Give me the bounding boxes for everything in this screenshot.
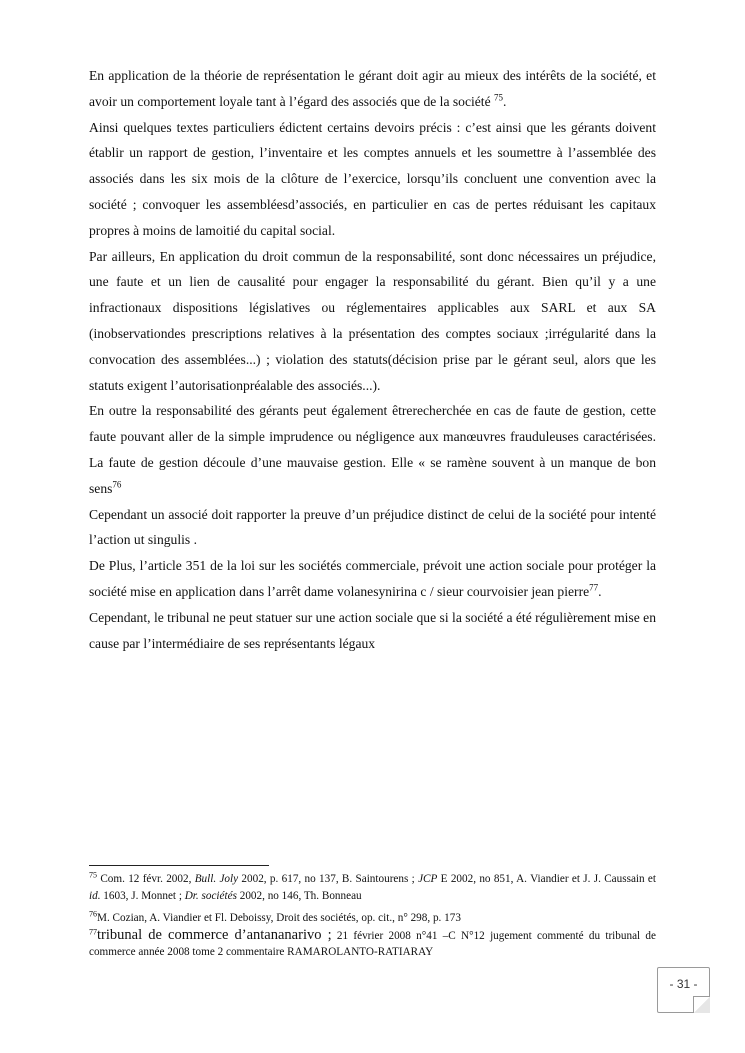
body-text: [89, 63, 656, 656]
paragraph-2: Ainsi quelques textes particuliers édictent certains devoirs précis : c’est ainsi que les gérants doivent établir un rapport de gestion, l’inventaire et les comptes annuels et les soumettre à l’assemblée des associés dans les six mois de la clôture de l’exercice, lorsqu’ils concluent une convention avec la société ; convoquer les assembléesd’associés, en particulier en cas de pertes réduisant les capitaux propres à moins de lamoitié du capital social.: [89, 119, 656, 238]
page-number-box: [657, 967, 710, 1013]
page-number: - 31 -: [669, 977, 698, 991]
paragraph-1: En application de la théorie de représentation le gérant doit agir au mieux des intérêts de la société, et avoir un comportement loyale tant à l’égard des associés que de la société $^{75}$.: [89, 68, 656, 109]
footnote-ref-76[interactable]: 76: [112, 479, 122, 490]
page-fold-corner: [693, 996, 710, 1013]
paragraph-4: En outre la responsabilité des gérants peut également êtrerecherchée en cas de faute de gestion, cette faute pouvant aller de la simple imprudence ou négligence aux manœuvres frauduleuses caractérisées. La faute de gestion découle d’une mauvaise gestion. Elle « se ramène souvent à un manque de bon sens$^{76}$: [89, 403, 656, 496]
paragraph-5: Cependant un associé doit rapporter la preuve d’un préjudice distinct de celui de la société pour intenté l’action ut singulis .: [89, 506, 656, 548]
footnote-ref-75[interactable]: 75: [494, 92, 504, 103]
footnote-75: $^{75}$ Com. 12 févr. 2002, Bull. Joly 2002, p. 617, no 137, B. Saintourens ; JCP E 2002, no 851, A. Viandier et J. J. Caussain et id. 1603, J. Monnet ; Dr. sociétés 2002, no 146, Th. Bonneau: [89, 870, 657, 902]
footnote-77: $^{77}$tribunal de commerce d’antananarivo ; 21 février 2008 n°41 –C N°12 jugement commenté du tribunal de commerce année 2008 tome 2 commentaire RAMAROLANTO-RATIARAY: [89, 926, 656, 958]
paragraph-6: De Plus, l’article 351 de la loi sur les sociétés commerciale, prévoit une action sociale pour protéger la société mise en application dans l’arrêt dame volanesynirina c / sieur courvoisier jean pierre$^{77}$.: [89, 558, 656, 599]
footnote-76: $^{76}$M. Cozian, A. Viandier et Fl. Deboissy, Droit des sociétés, op. cit., n° 298, p. 173: [89, 909, 461, 924]
footnote-separator: [89, 865, 269, 866]
paragraph-7: Cependant, le tribunal ne peut statuer sur une action sociale que si la société a été régulièrement mise en cause par l’intermédiaire de ses représentants légaux: [89, 609, 656, 651]
footnotes: [89, 871, 656, 961]
footnote-ref-77[interactable]: 77: [589, 582, 599, 593]
paragraph-3: Par ailleurs, En application du droit commun de la responsabilité, sont donc nécessaires un préjudice, une faute et un lien de causalité pour engager la responsabilité du gérant. Bien qu’il y a une infractionaux dispositions législatives ou réglementaires applicables aux SARL et aux SA (inobservationdes prescriptions relatives à la présentation des comptes sociaux ;irrégularité dans la convocation des assemblées...) ; violation des statuts(décision prise par le gérant seul, alors que les statuts exigent l’autorisationpréalable des associés...).: [89, 248, 656, 393]
